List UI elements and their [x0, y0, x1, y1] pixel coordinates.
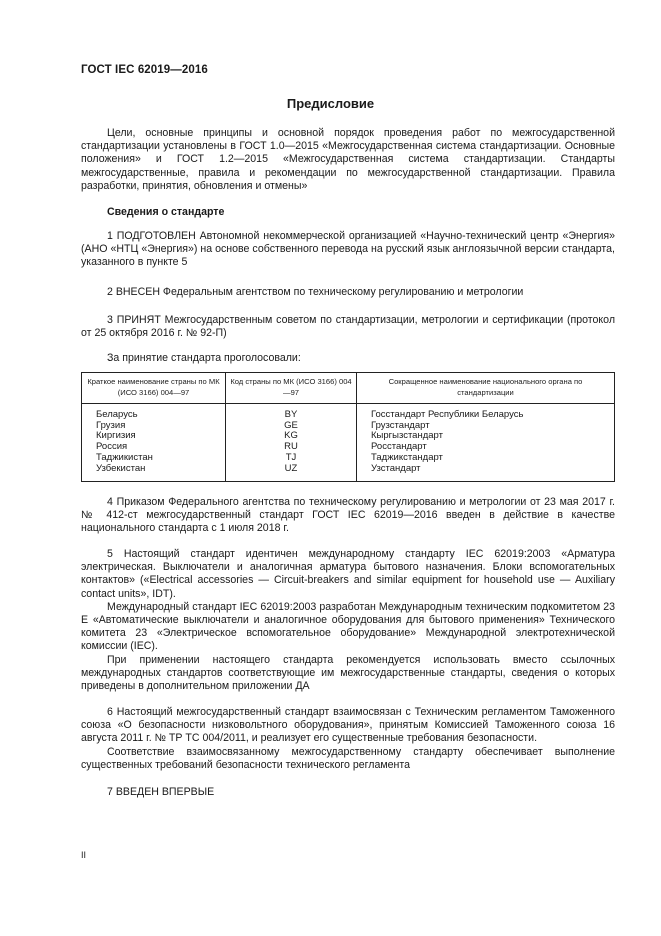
- item-6-para-1: 6 Настоящий межгосударственный стандарт взаимосвязан с Техническим регламентом Таможенного союза «О безопасности низковольтного оборудования», принятым Комиссией Таможенного союза 16 августа 2011 г. № ТР ТС 004/2011, и реализует его существенные требования безопасности.: [81, 706, 615, 745]
- item-5-para-1: 5 Настоящий стандарт идентичен международному стандарту IEC 62019:2003 «Арматура электрическая. Выключатели и аналогичная арматура бытового назначения. Блоки вспомогательных контактов» («Electrical accessories — Circuit-breakers and similar equipment for household use — Auxiliary contact units», IDT).: [81, 548, 615, 600]
- running-header: ГОСТ IEC 62019—2016: [81, 64, 208, 76]
- page-number: II: [81, 850, 87, 860]
- item-6-para-2: Соответствие взаимосвязанному межгосударственному стандарту обеспечивает выполнение существенных требований безопасности технического регламента: [81, 745, 615, 771]
- country-code: RU: [284, 441, 298, 453]
- table-row: [82, 404, 615, 482]
- national-body: Росстандарт: [371, 441, 427, 453]
- country-name: Грузия: [96, 419, 126, 431]
- item-5-para-3: При применении настоящего стандарта рекомендуется использовать вместо ссылочных международных стандартов соответствующие им межгосударственные стандарты, сведения о которых приведены в дополнительном приложении ДА: [81, 653, 615, 693]
- country-name: Таджикистан: [96, 451, 153, 463]
- item-7-text: 7 ВВЕДЕН ВПЕРВЫЕ: [107, 786, 215, 798]
- item-2-text: 2 ВНЕСЕН Федеральным агентством по техническому регулированию и метрологии: [107, 286, 524, 298]
- country-code: TJ: [285, 451, 297, 463]
- national-body: Грузстандарт: [371, 419, 430, 431]
- item-4: [81, 496, 615, 536]
- country-name: Беларусь: [96, 409, 138, 420]
- item-3-text: 3 ПРИНЯТ Межгосударственным советом по стандартизации, метрологии и сертификации (протокол от 25 октября 2016 г. № 92-П): [81, 314, 615, 340]
- country-name: Узбекистан: [96, 462, 146, 474]
- item-5-para-2: Международный стандарт IEC 62019:2003 разработан Международным техническим подкомитетом 23 E «Автоматические выключатели и аналогичное оборудования для бытового применения» Технического комитета 23 «Электрическое вспомогательное оборудование» Международной электротехнической комиссии (IEC).: [81, 600, 615, 653]
- country-name: Россия: [96, 441, 128, 453]
- header-country-name: Краткое наименование страны по МК (ИСО 3166) 004—97: [82, 373, 226, 404]
- item-1-text: 1 ПОДГОТОВЛЕН Автономной некоммерческой организацией «Научно-технический центр «Энергия» (АНО «НТЦ «Энергия») на основе собственного перевода на русский язык англоязычной версии стандарта, указанного в пункте 5: [81, 230, 615, 269]
- item-5: [81, 548, 615, 693]
- national-body: Госстандарт Республики Беларусь: [371, 409, 524, 420]
- intro-text: Цели, основные принципы и основной порядок проведения работ по межгосударственной стандартизации установлены в ГОСТ 1.0—2015 «Межгосударственная система стандартизации. Основные положения» и ГОСТ 1.2—2015 «Межгосударственная система стандартизации. Стандарты межгосударственные, правила и рекомендации по межгосударственной стандартизации. Правила разработки, принятия, обновления и отмены»: [81, 127, 615, 192]
- national-bodies-cell: [357, 404, 615, 482]
- intro-paragraph: [81, 127, 615, 193]
- header-national-body: Сокращенное наименование национального органа по стандартизации: [357, 373, 615, 404]
- vote-intro: За принятие стандарта проголосовали:: [107, 352, 301, 364]
- header-country-code: Код страны по МК (ИСО 3166) 004—97: [226, 373, 357, 404]
- national-body: Кыргызстандарт: [371, 430, 443, 442]
- item-4-text: 4 Приказом Федерального агентства по техническому регулированию и метрологии от 23 мая 2017 г. № 412-ст межгосударственный стандарт ГОСТ IEC 62019—2016 введен в действие в качестве национального стандарта с 1 июля 2018 г.: [81, 496, 615, 535]
- country-codes-cell: [226, 404, 357, 482]
- item-2: [81, 286, 615, 299]
- national-body: Таджикстандарт: [371, 451, 443, 463]
- country-code: KG: [284, 430, 298, 442]
- country-name: Киргизия: [96, 430, 136, 442]
- national-body: Узстандарт: [371, 462, 421, 474]
- country-code: UZ: [284, 462, 298, 474]
- page-title: Предисловие: [286, 96, 375, 111]
- table-header-row: [82, 373, 615, 404]
- country-names-cell: [82, 404, 226, 482]
- country-code: BY: [284, 409, 298, 420]
- country-code: GE: [284, 419, 298, 431]
- info-heading: Сведения о стандарте: [107, 206, 225, 218]
- item-7: [81, 786, 615, 799]
- item-6: [81, 706, 615, 772]
- item-1: [81, 230, 615, 270]
- voting-table: [81, 372, 615, 482]
- item-3: [81, 314, 615, 340]
